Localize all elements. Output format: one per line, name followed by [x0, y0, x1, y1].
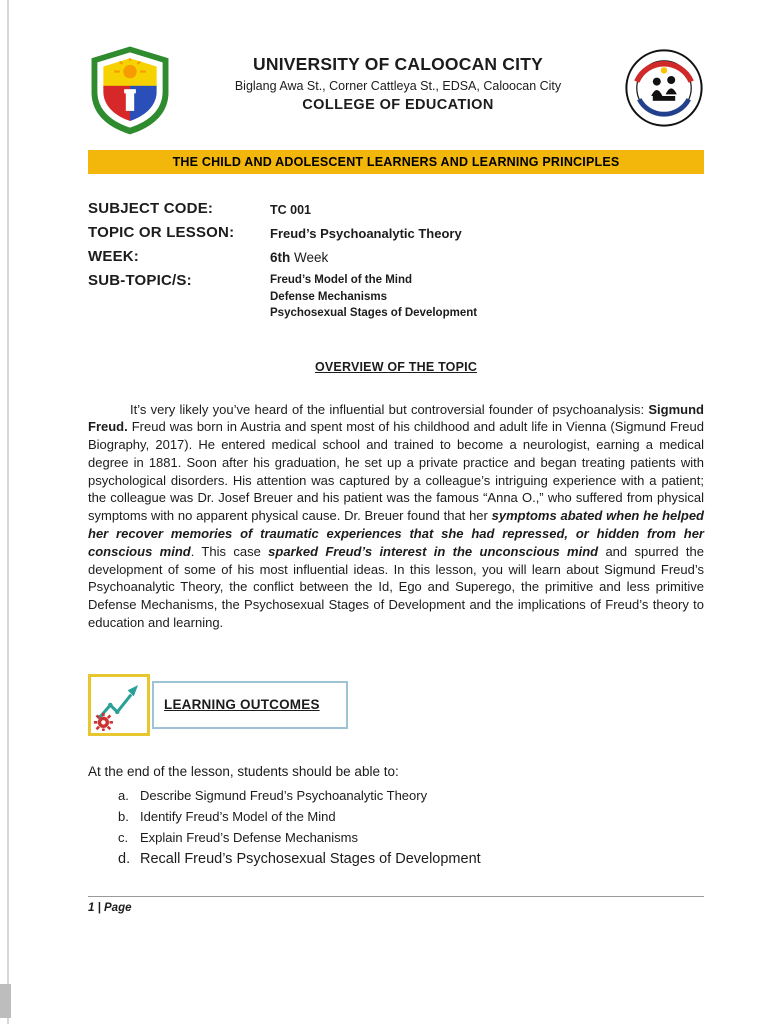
learning-outcomes-title: LEARNING OUTCOMES — [164, 696, 320, 712]
outcomes-list — [88, 788, 704, 867]
topic-label: TOPIC OR LESSON: — [88, 224, 235, 241]
week-value — [270, 248, 328, 265]
page-content — [88, 44, 704, 873]
course-title-banner: THE CHILD AND ADOLESCENT LEARNERS AND LEARNING PRINCIPLES — [88, 150, 704, 174]
meta-row-subtopics — [88, 272, 704, 322]
outcomes-intro-text: At the end of the lesson, students should be able to: — [88, 763, 399, 779]
list-item-text: Recall Freud’s Psychosexual Stages of Development — [140, 850, 481, 867]
list-item-marker: c. — [118, 829, 129, 845]
week-word: Week — [290, 250, 329, 265]
list-item — [118, 788, 704, 803]
subtopic-label: SUB-TOPIC/S: — [88, 272, 192, 289]
subtopic-3: Psychosexual Stages of Development — [270, 307, 478, 319]
university-address: Biglang Awa St., Corner Cattleya St., EDSA, Caloocan City — [234, 79, 562, 93]
overview-section-title: OVERVIEW OF THE TOPIC — [314, 359, 478, 374]
page-number: 1 | Page — [88, 902, 132, 914]
university-name: UNIVERSITY OF CALOOCAN CITY — [253, 54, 543, 74]
footer-divider — [88, 896, 704, 897]
subtopic-2: Defense Mechanisms — [270, 290, 387, 303]
subtopic-values — [270, 272, 477, 322]
subject-code-value: TC 001 — [270, 203, 311, 217]
list-item-text: Describe Sigmund Freud’s Psychoanalytic Theory — [140, 787, 428, 803]
university-seal-icon — [88, 44, 172, 136]
list-item-text: Explain Freud’s Defense Mechanisms — [140, 829, 358, 845]
header-text-block — [180, 44, 616, 113]
week-label: WEEK: — [88, 248, 139, 265]
list-item — [118, 830, 704, 845]
chart-increasing-gear-icon — [93, 679, 145, 731]
list-item-marker: b. — [118, 808, 129, 824]
meta-row-topic — [88, 224, 704, 241]
meta-row-week — [88, 248, 704, 265]
list-item — [118, 851, 704, 867]
college-name: COLLEGE OF EDUCATION — [302, 97, 494, 113]
learning-outcomes-header — [88, 674, 704, 736]
overview-paragraph: It’s very likely you’ve heard of the influential but controversial founder of psychoanalysis: Sigmund Freud. Freud was born in Austria and spent most of his childhood and adult life in Vienna (Sigmund Freud Biography, 2017). He entered medical school and trained to become a neurologist, earning a medical degree in 1881. Soon after his graduation, he set up a private practice and began treating patients with psychological disorders. His attention was captured by a colleague’s intriguing experience with a patient; the colleague was Dr. Josef Breuer and his patient was the famous “Anna O.,” who suffered from physical symptoms with no apparent physical cause. Dr. Breuer found that her symptoms abated when he helped her recover memories of traumatic experiences that she had repressed, or hidden from her conscious mind. This case sparked Freud’s interest in the unconscious mind and spurred the development of some of his most influential ideas. In this lesson, you will learn about Sigmund Freud’s Psychoanalytic Theory, the conflict between the Id, Ego and Superego, the primitive and less primitive Defense Mechanisms, the Psychosexual Stages of Development and the implications of Freud’s theory to education and learning. — [88, 401, 704, 631]
page-footer — [88, 896, 704, 914]
week-number: 6th — [270, 250, 291, 265]
page-corner-artifact — [0, 984, 11, 1018]
meta-row-subject — [88, 200, 704, 217]
list-item-text: Identify Freud’s Model of the Mind — [140, 808, 336, 824]
document-header — [88, 44, 704, 136]
college-emblem-icon — [624, 48, 704, 128]
learning-outcomes-title-box — [152, 681, 348, 729]
list-item-marker: d. — [118, 850, 131, 867]
topic-value: Freud’s Psychoanalytic Theory — [270, 226, 462, 241]
list-item-marker: a. — [118, 787, 129, 803]
list-item — [118, 809, 704, 824]
learning-outcomes-icon-box — [88, 674, 150, 736]
subtopic-1: Freud’s Model of the Mind — [270, 274, 413, 286]
lesson-meta — [88, 200, 704, 322]
page-edge-line — [7, 0, 9, 1024]
subject-code-label: SUBJECT CODE: — [88, 200, 214, 217]
